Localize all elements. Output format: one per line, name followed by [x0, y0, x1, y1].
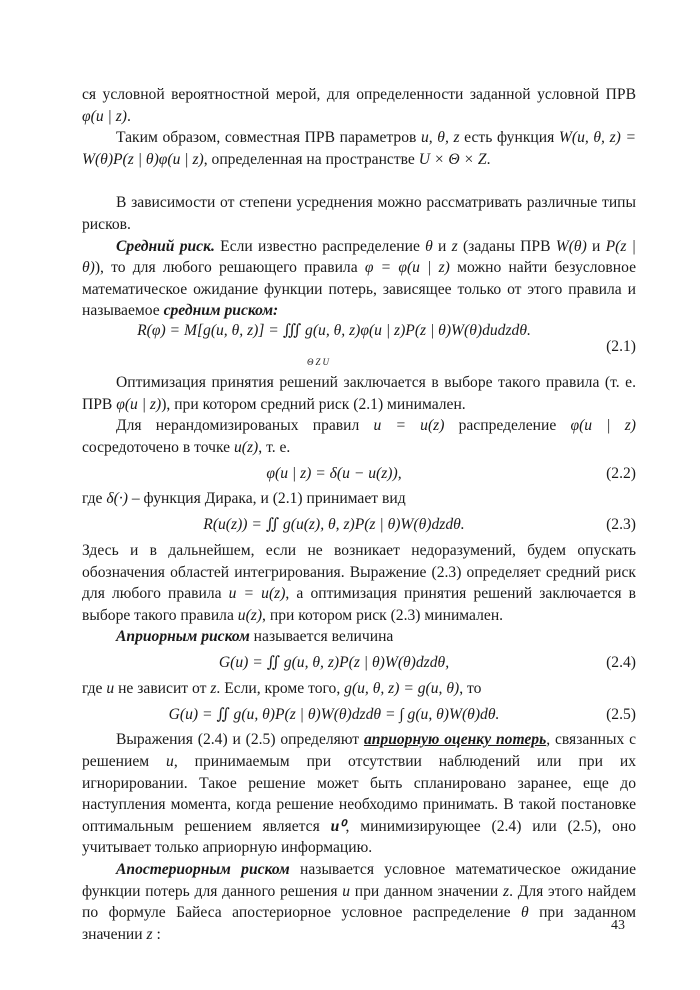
equation-2-5: G(u) = ∬ g(u, θ)P(z | θ)W(θ)dzdθ = ∫ g(u, θ)W(θ)dθ. (2.5)	[168, 705, 636, 723]
page-body	[82, 84, 636, 945]
paragraph-7: где δ(·) – функция Дирака, и (2.1) принимает вид	[82, 490, 406, 508]
paragraph-9: Априорным риском называется величина	[116, 628, 394, 646]
paragraph-6: Для нерандомизированых правил u = u(z) распределение φ(u | z) сосредоточено в точке u(z), т. е.	[82, 417, 636, 456]
term-average-risk: Средний риск.	[116, 237, 215, 255]
term-aposteriori-risk: Апостериорным риском	[116, 861, 290, 879]
paragraph-12: Апостериорным риском называется условное математическое ожидание функции потерь для данного решения u при данном значении z. Для этого найдем по формуле Байеса апостериорное условное распределение θ при заданном значении z :	[82, 861, 637, 943]
equation-2-4: G(u) = ∬ g(u, θ, z)P(z | θ)W(θ)dzdθ, (2.4)	[218, 654, 636, 672]
paragraph-1: ся условной вероятностной мерой, для определенности заданной условной ПРВ φ(u | z).	[82, 86, 636, 125]
paragraph-11: Выражения (2.4) и (2.5) определяют априорную оценку потерь, связанных с решением u, принимаемым при отсутствии наблюдений или при их игнорировании. Такое решение может быть спланировано заранее, еще до наступления момента, когда решение необходимо принимать. В такой постановке оптимальным решением является u⁰, минимизирующее (2.4) или (2.5), оно учитывает только априорную информацию.	[82, 731, 636, 857]
term-apriori-loss-estimate: априорную оценку потерь	[363, 731, 547, 749]
equation-2-3: R(u(z)) = ∬ g(u(z), θ, z)P(z | θ)W(θ)dzdθ. (2.3)	[203, 516, 636, 534]
equation-2-1: R(φ) = M[g(u, θ, z)] = ∭ g(u, θ, z)φ(u | z)P(z | θ)W(θ)dudzdθ. $_{\Theta ZU}$ (2.1)	[137, 322, 636, 367]
equation-2-2: φ(u | z) = δ(u − u(z)), (2.2)	[266, 464, 636, 482]
page-number: 43	[611, 918, 625, 933]
term-apriori-risk: Априорным риском	[116, 628, 250, 646]
paragraph-2: Таким образом, совместная ПРВ параметров u, θ, z есть функция W(u, θ, z) = W(θ)P(z | θ)φ(u | z), определенная на пространстве U × Θ × Z.	[82, 129, 636, 168]
paragraph-5: Оптимизация принятия решений заключается в выборе такого правила (т. е. ПРВ φ(u | z)), при котором средний риск (2.1) минимален.	[82, 373, 636, 413]
paragraph-8: Здесь и в дальнейшем, если не возникает недоразумений, будем опускать обозначения областей интегрирования. Выражение (2.3) определяет средний риск для любого правила u = u(z), а оптимизация принятия решений заключается в выборе такого правила u(z), при котором риск (2.3) минимален.	[82, 541, 636, 624]
paragraph-3: В зависимости от степени усреднения можно рассматривать различные типы рисков.	[82, 194, 636, 233]
paragraph-10: где u не зависит от z. Если, кроме того, g(u, θ, z) = g(u, θ), то	[82, 679, 482, 697]
paragraph-4: Средний риск. Если известно распределение θ и z (заданы ПРВ W(θ) и P(z | θ)), то для любого решающего правила φ = φ(u | z) можно найти безусловное математическое ожидание функции потерь, зависящее только от этого правила и называемое средним риском:	[82, 237, 636, 320]
